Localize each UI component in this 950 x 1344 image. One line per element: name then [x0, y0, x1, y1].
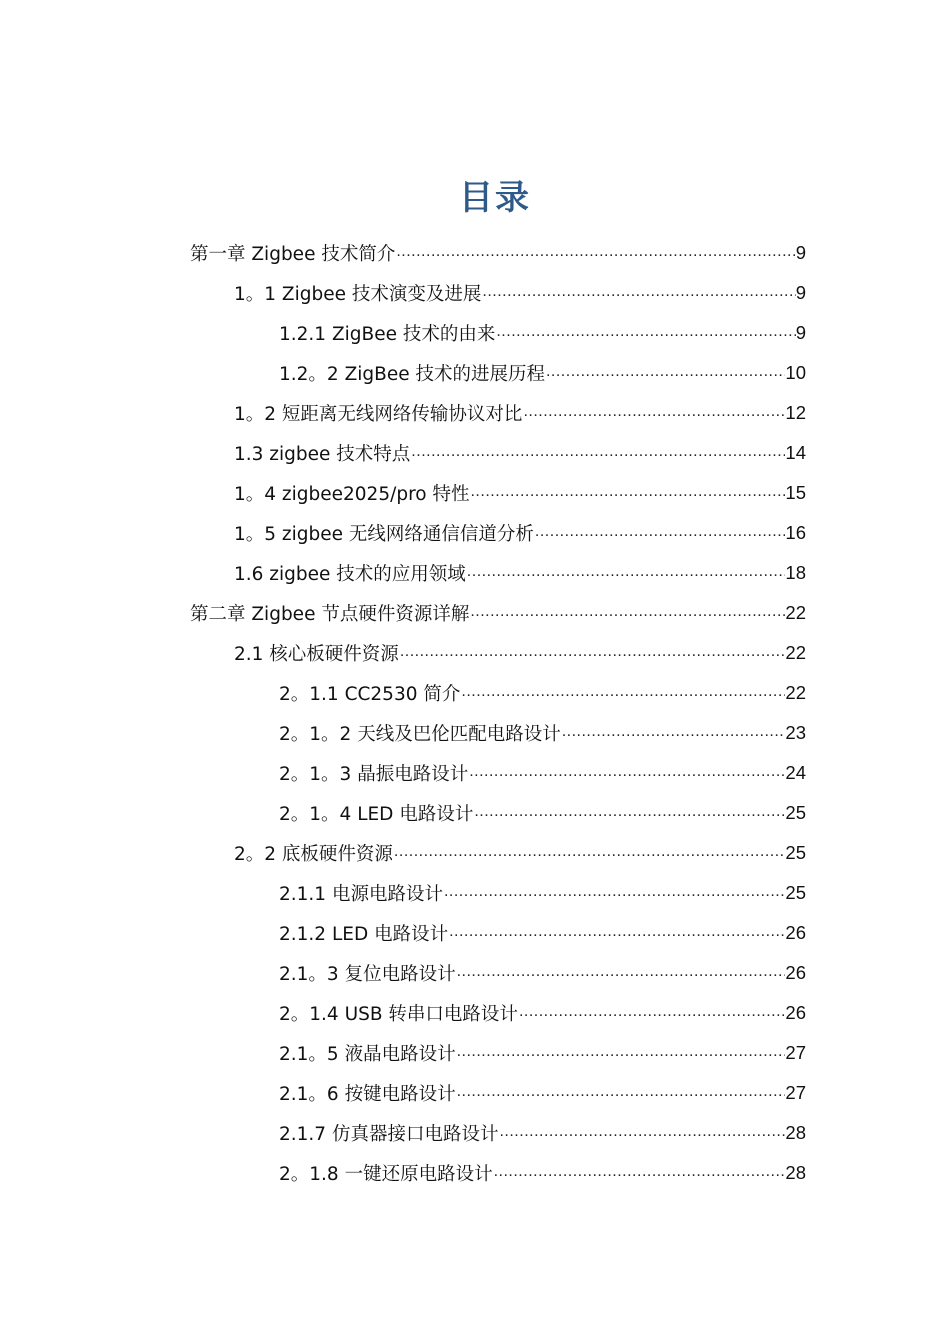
toc-dot-leader	[443, 873, 785, 913]
toc-page-number: 27	[785, 1082, 806, 1103]
toc-entry[interactable]	[234, 513, 806, 553]
toc-page-number: 28	[785, 1162, 806, 1183]
toc-dot-leader	[395, 233, 795, 273]
toc-entry[interactable]	[279, 1113, 806, 1153]
toc-dot-leader	[493, 1153, 786, 1193]
toc-page-number: 27	[785, 1042, 806, 1063]
toc-dot-leader	[399, 633, 786, 673]
toc-entry-text: 1.3 zigbee 技术特点	[234, 444, 411, 465]
toc-entry[interactable]	[190, 593, 806, 633]
toc-page-number: 26	[785, 1002, 806, 1023]
toc-entry-text: 2.1 核心板硬件资源	[234, 644, 399, 665]
toc-entry[interactable]	[279, 713, 806, 753]
toc-entry-text: 第二章 Zigbee 节点硬件资源详解	[190, 604, 470, 625]
toc-page-number: 24	[785, 762, 806, 783]
toc-entry-text: 2.1。3 复位电路设计	[279, 964, 456, 985]
toc-entry[interactable]	[234, 273, 806, 313]
toc-entry-text: 2.1.1 电源电路设计	[279, 884, 443, 905]
toc-page-number: 12	[785, 402, 806, 423]
toc-dot-leader	[460, 673, 785, 713]
toc-entry[interactable]	[279, 673, 806, 713]
toc-entry-text: 2。1.1 CC2530 简介	[279, 684, 461, 705]
toc-entry-text: 1。1 Zigbee 技术演变及进展	[234, 284, 482, 305]
toc-entry[interactable]	[234, 833, 806, 873]
toc-dot-leader	[448, 913, 785, 953]
toc-page-number: 26	[785, 962, 806, 983]
toc-page-number: 23	[785, 722, 806, 743]
toc-entry-text: 1。2 短距离无线网络传输协议对比	[234, 404, 523, 425]
toc-dot-leader	[561, 713, 786, 753]
toc-entry[interactable]	[279, 353, 806, 393]
toc-entry[interactable]	[279, 313, 806, 353]
toc-dot-leader	[456, 1073, 786, 1113]
toc-page-number: 25	[785, 842, 806, 863]
toc-entry-text: 第一章 Zigbee 技术简介	[190, 244, 396, 265]
toc-title: 目录	[459, 178, 531, 218]
toc-entry[interactable]	[279, 993, 806, 1033]
toc-entry-text: 2.1.2 LED 电路设计	[279, 924, 449, 945]
toc-entry[interactable]	[234, 553, 806, 593]
toc-dot-leader	[393, 833, 786, 873]
toc-dot-leader	[518, 993, 785, 1033]
toc-entry[interactable]	[234, 393, 806, 433]
toc-entry-text: 2.1.7 仿真器接口电路设计	[279, 1124, 499, 1145]
toc-page-number: 22	[785, 642, 806, 663]
toc-dot-leader	[545, 353, 785, 393]
toc-page-number: 14	[785, 442, 806, 463]
toc-entry-text: 2.1。6 按键电路设计	[279, 1084, 456, 1105]
toc-entry-text: 2。2 底板硬件资源	[234, 844, 393, 865]
toc-entry[interactable]	[234, 473, 806, 513]
toc-entry-text: 1.2.1 ZigBee 技术的由来	[279, 324, 496, 345]
toc-page-number: 25	[785, 882, 806, 903]
toc-dot-leader	[495, 313, 795, 353]
toc-dot-leader	[468, 753, 785, 793]
toc-entry[interactable]	[234, 433, 806, 473]
toc-entry-text: 2。1。2 天线及巴伦匹配电路设计	[279, 724, 561, 745]
toc-dot-leader	[498, 1113, 785, 1153]
toc-dot-leader	[456, 1033, 786, 1073]
toc-dot-leader	[469, 593, 785, 633]
toc-entry-text: 2。1。4 LED 电路设计	[279, 804, 474, 825]
toc-entry[interactable]	[279, 873, 806, 913]
toc-entry[interactable]	[190, 233, 806, 273]
toc-page-number: 9	[795, 242, 806, 263]
toc-dot-leader	[466, 553, 786, 593]
toc-dot-leader	[522, 393, 785, 433]
toc-dot-leader	[534, 513, 786, 553]
toc-dot-leader	[469, 473, 785, 513]
toc-dot-leader	[410, 433, 785, 473]
toc-page-number: 9	[795, 322, 806, 343]
toc-entry-text: 1。4 zigbee2025/pro 特性	[234, 484, 470, 505]
toc-entry[interactable]	[279, 1073, 806, 1113]
toc-entry[interactable]	[279, 913, 806, 953]
toc-entry-text: 2。1。3 晶振电路设计	[279, 764, 469, 785]
toc-entry[interactable]	[234, 633, 806, 673]
toc-entry-text: 2。1.8 一键还原电路设计	[279, 1164, 493, 1185]
toc-entry[interactable]	[279, 953, 806, 993]
toc-entry[interactable]	[279, 753, 806, 793]
toc-page-number: 22	[785, 682, 806, 703]
toc-dot-leader	[456, 953, 786, 993]
toc-page-number: 15	[785, 482, 806, 503]
toc-page-number: 16	[785, 522, 806, 543]
toc-page-number: 9	[795, 282, 806, 303]
toc-entry-text: 1.2。2 ZigBee 技术的进展历程	[279, 364, 545, 385]
toc-entry-text: 2。1.4 USB 转串口电路设计	[279, 1004, 518, 1025]
toc-page-number: 28	[785, 1122, 806, 1143]
toc-entry-text: 1。5 zigbee 无线网络通信信道分析	[234, 524, 534, 545]
toc-entry-text: 1.6 zigbee 技术的应用领域	[234, 564, 466, 585]
toc-page-number: 26	[785, 922, 806, 943]
toc-page-number: 25	[785, 802, 806, 823]
toc-entry[interactable]	[279, 1033, 806, 1073]
toc-page-number: 10	[785, 362, 806, 383]
toc-entry-text: 2.1。5 液晶电路设计	[279, 1044, 456, 1065]
toc-dot-leader	[473, 793, 785, 833]
toc-page-number: 18	[785, 562, 806, 583]
toc-entry[interactable]	[279, 1153, 806, 1193]
toc-dot-leader	[481, 273, 795, 313]
toc-entry[interactable]	[279, 793, 806, 833]
toc-page-number: 22	[785, 602, 806, 623]
